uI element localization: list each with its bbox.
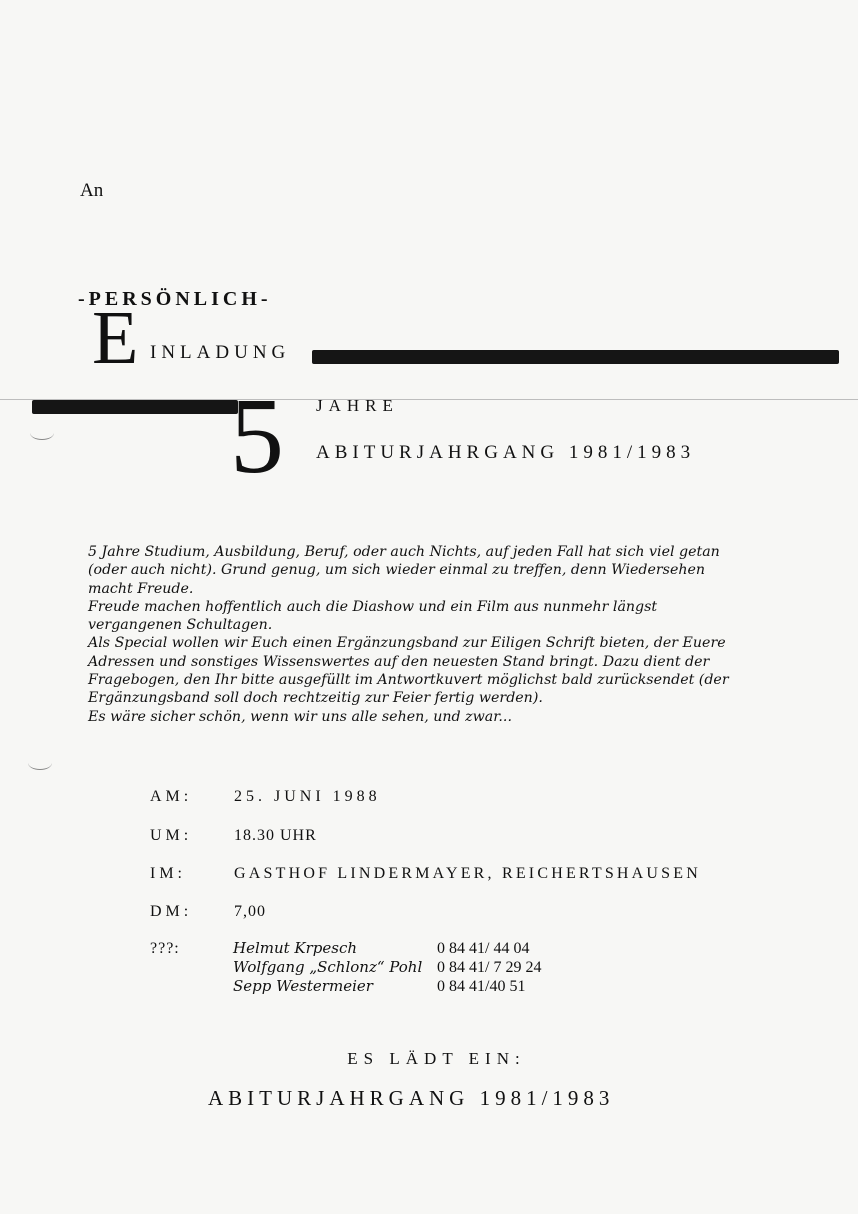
contact-phone: 0 84 41/40 51 (437, 978, 526, 995)
contact-name: Helmut Krpesch (233, 939, 358, 957)
class-title: ABITURJAHRGANG 1981/1983 (316, 442, 696, 463)
body-line: Es wäre sicher schön, wenn wir uns alle sehen, und zwar... (88, 708, 512, 725)
body-line: 5 Jahre Studium, Ausbildung, Beruf, oder auch Nichts, auf jeden Fall hat sich viel getan (88, 544, 720, 560)
big-five: 5 (230, 377, 284, 496)
invitation-body (88, 543, 828, 726)
invitation-heading: INLADUNG (150, 342, 291, 363)
contact-row (233, 939, 541, 958)
price-label: DM: (150, 903, 193, 920)
body-line: Ergänzungsband soll doch rechtzeitig zur Feier fertig werden). (88, 690, 543, 707)
body-line: vergangenen Schultagen. (88, 617, 273, 634)
initial-letter: E (92, 296, 139, 380)
date-value: 25. JUNI 1988 (234, 788, 381, 805)
recipient-label: An (80, 180, 104, 201)
body-line: Als Special wollen wir Euch einen Ergänzungsband zur Eiligen Schrift bieten, der Euere (88, 635, 726, 652)
location-label: IM: (150, 865, 186, 882)
body-line: macht Freude. (88, 580, 194, 597)
time-value: 18.30 UHR (234, 827, 317, 844)
body-line: (oder auch nicht). Grund genug, um sich wieder einmal zu treffen, denn Wiedersehen (88, 562, 706, 579)
contact-phone: 0 84 41/ 7 29 24 (437, 959, 542, 976)
punch-hole-mark (28, 756, 52, 770)
personal-heading: -PERSÖNLICH- (78, 288, 272, 310)
years-label: JAHRE (316, 396, 399, 415)
contact-row (233, 977, 541, 996)
signature-line: ABITURJAHRGANG 1981/1983 (208, 1086, 615, 1110)
price-value: 7,00 (234, 903, 266, 920)
contact-name: Sepp Westermeier (233, 977, 373, 995)
punch-hole-mark (30, 426, 54, 440)
contact-name: Wolfgang „Schlonz“ Pohl (233, 958, 423, 976)
contact-phone: 0 84 41/ 44 04 (437, 940, 530, 957)
decorative-bar-left (32, 400, 238, 414)
decorative-bar-top (312, 350, 839, 364)
date-label: AM: (150, 788, 193, 805)
location-value: GASTHOF LINDERMAYER, REICHERTSHAUSEN (234, 865, 702, 882)
body-line: Fragebogen, den Ihr bitte ausgefüllt im Antwortkuvert möglichst bald zurücksendet (der (88, 672, 729, 689)
questions-label: ???: (150, 940, 180, 957)
contact-row (233, 958, 541, 977)
body-line: Adressen und sonstiges Wissenswertes auf den neuesten Stand bringt. Dazu dient der (88, 653, 710, 670)
invites-line: ES LÄDT EIN: (347, 1049, 526, 1068)
time-label: UM: (150, 827, 193, 844)
contact-list (233, 939, 541, 996)
body-line: Freude machen hoffentlich auch die Diashow und ein Film aus nunmehr längst (88, 598, 658, 615)
